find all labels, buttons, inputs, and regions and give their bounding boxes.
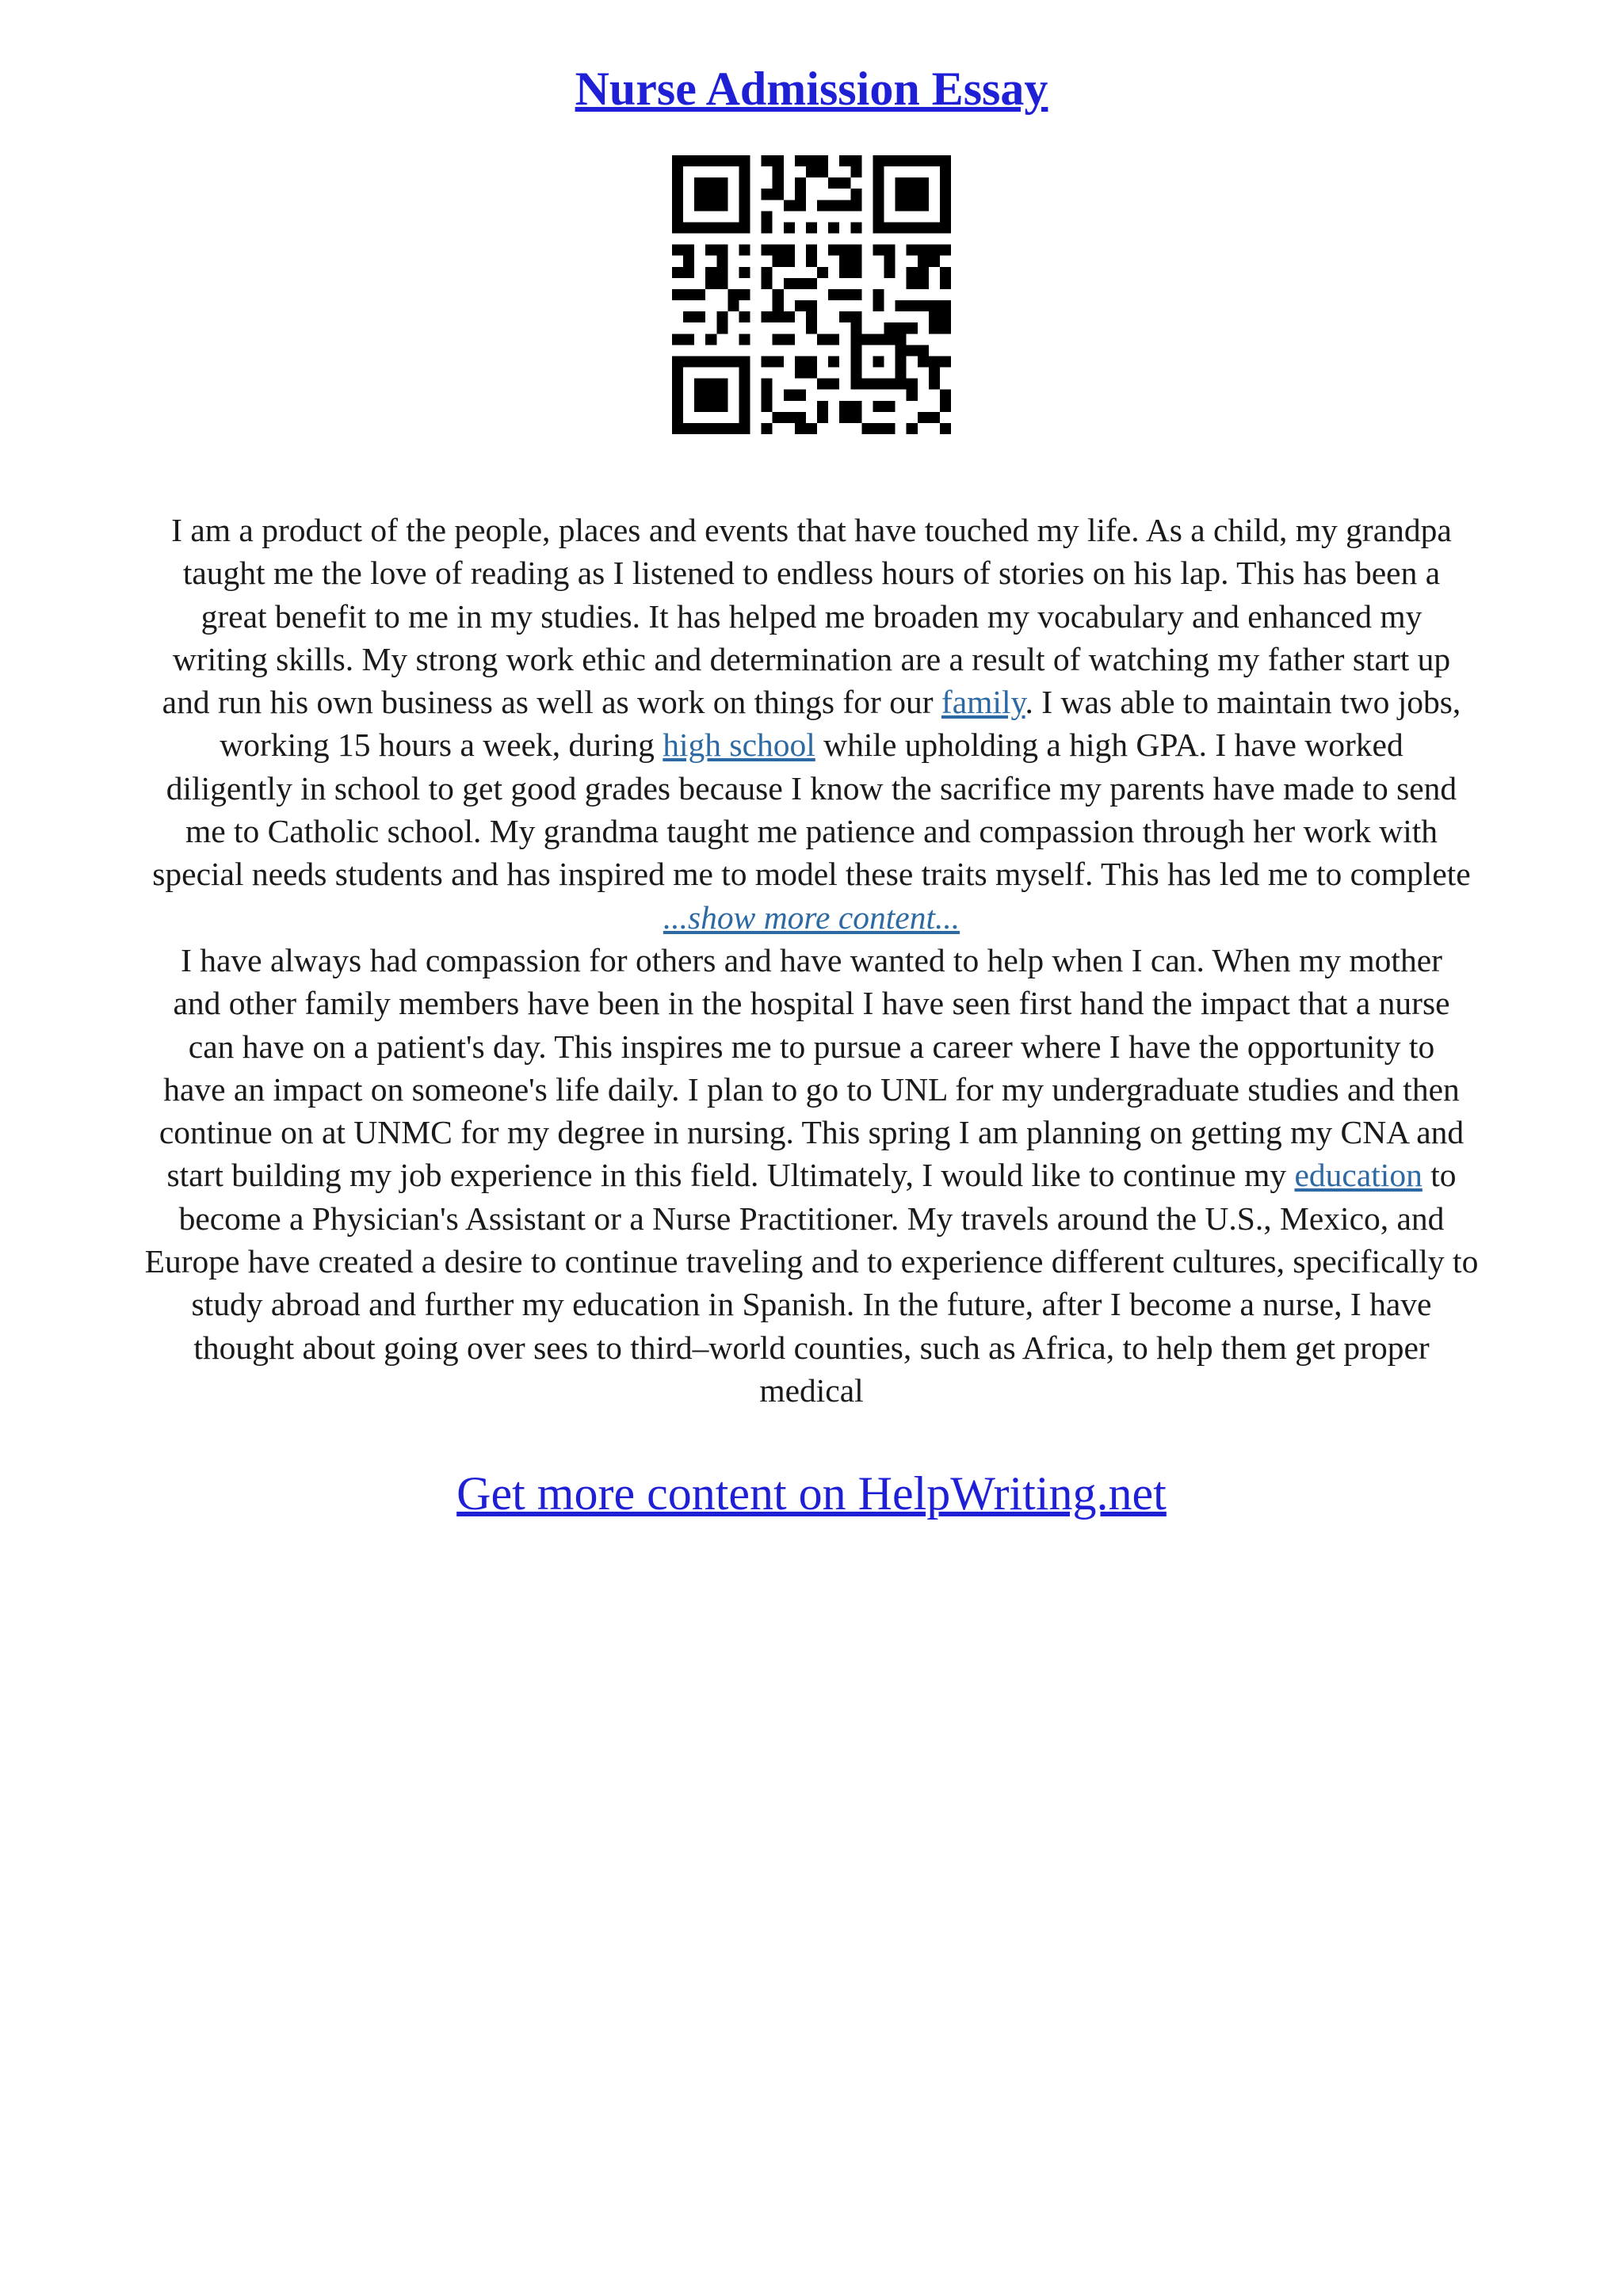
essay-paragraph-2 [63,939,1560,1412]
paragraph-line: great benefit to me in my studies. It has helped me broaden my vocabulary and enhanced my [200,597,1423,635]
cta-banner [0,1462,1623,1525]
text-segment: . I was able to maintain two jobs, [1025,684,1461,721]
paragraph-line: become a Physician's Assistant or a Nurse Practitioner. My travels around the U.S., Mexico, and [178,1199,1445,1237]
paragraph-line: Europe have created a desire to continue traveling and to experience different cultures, specifically to [144,1243,1479,1280]
text-segment: and run his own business as well as work on things for our [162,684,941,721]
page-title [0,57,1623,120]
qr-code-image [672,155,951,434]
paragraph-line: taught me the love of reading as I listened to endless hours of stories on his lap. This has been a [182,555,1441,592]
text-segment: working 15 hours a week, during [220,727,663,764]
paragraph-line: and other family members have been in the hospital I have seen first hand the impact that a nurse [173,985,1450,1022]
text-segment: while upholding a high GPA. I have worked [815,727,1403,764]
paragraph-line: writing skills. My strong work ethic and determination are a result of watching my father start up [172,640,1451,677]
paragraph-line: have an impact on someone's life daily. I plan to go to UNL for my undergraduate studies and then [163,1070,1460,1108]
paragraph-line: diligently in school to get good grades because I know the sacrifice my parents have made to send [166,769,1457,807]
high-school-link[interactable]: high school [663,727,815,764]
paragraph-line: continue on at UNMC for my degree in nursing. This spring I am planning on getting my CNA and [158,1114,1465,1151]
family-link[interactable]: family [941,684,1025,721]
paragraph-line: I am a product of the people, places and events that have touched my life. As a child, my grandpa [171,512,1452,548]
education-link[interactable]: education [1294,1157,1423,1194]
show-more-line [63,896,1560,939]
paragraph-line [63,1154,1560,1196]
paragraph-line: special needs students and has inspired me to model these traits myself. This has led me to complete [152,856,1471,893]
paragraph-line: study abroad and further my education in Spanish. In the future, after I become a nurse, I have [191,1286,1432,1323]
text-segment: to [1422,1157,1457,1194]
paragraph-line: can have on a patient's day. This inspires me to pursue a career where I have the opportunity to [188,1028,1435,1065]
text-segment: start building my job experience in this field. Ultimately, I would like to continue my [166,1157,1295,1194]
paragraph-line: medical [759,1371,864,1409]
paragraph-line [63,723,1560,766]
show-more-link[interactable]: ...show more content... [663,898,960,936]
get-more-content-link[interactable]: Get more content on HelpWriting.net [456,1467,1167,1520]
paragraph-line: I have always had compassion for others and have wanted to help when I can. When my mother [181,942,1442,978]
title-link[interactable]: Nurse Admission Essay [575,63,1048,115]
paragraph-line: thought about going over sees to third–world counties, such as Africa, to help them get proper [193,1329,1430,1366]
essay-paragraph-1 [63,509,1560,939]
paragraph-line [63,681,1560,723]
paragraph-line: me to Catholic school. My grandma taught me patience and compassion through her work with [185,813,1438,850]
